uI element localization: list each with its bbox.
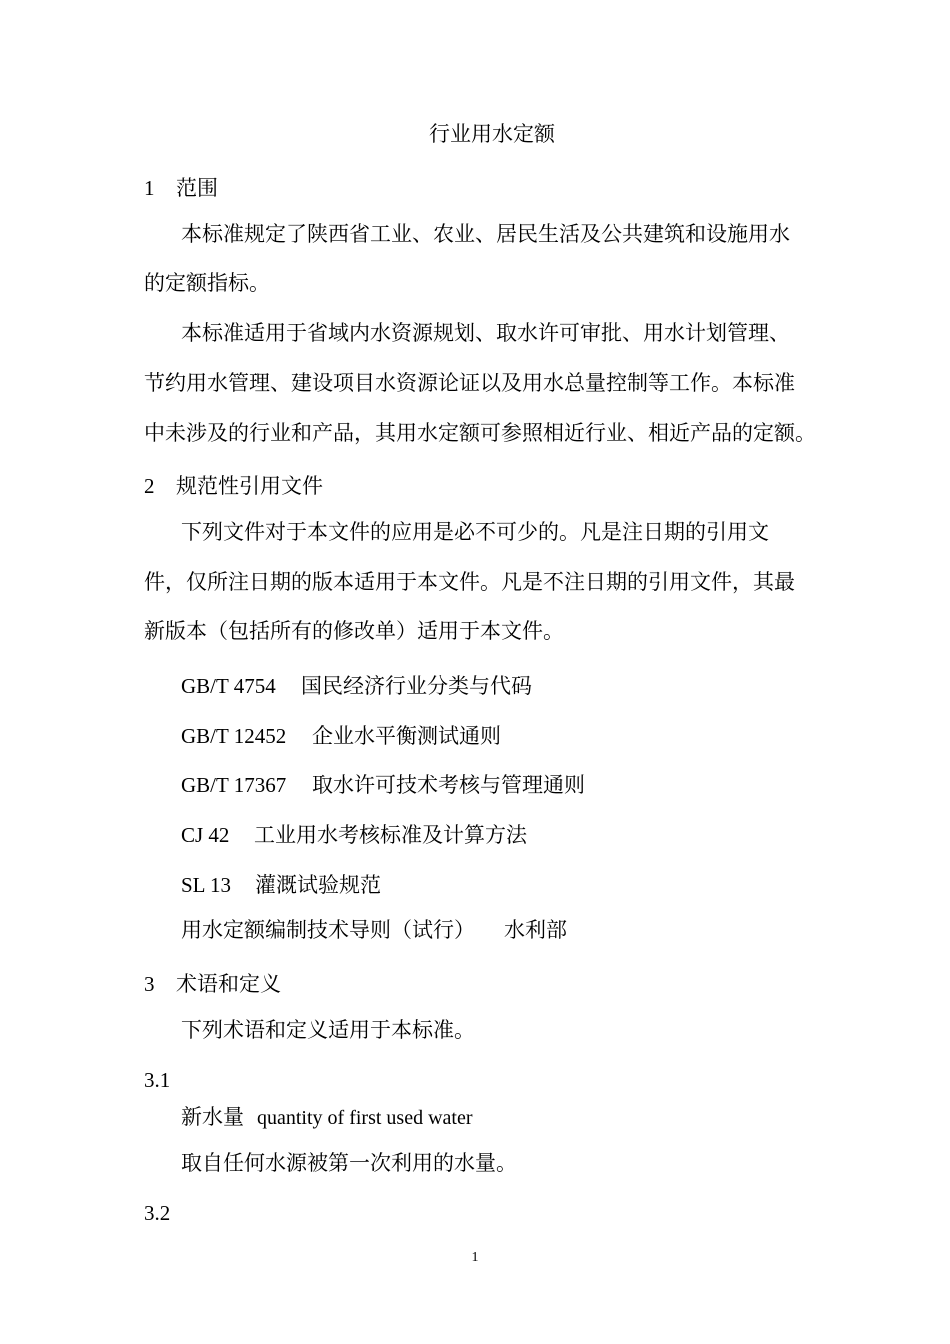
paragraph-line: 下列文件对于本文件的应用是必不可少的。凡是注日期的引用文 — [181, 520, 769, 544]
paragraph-line: 的定额指标。 — [144, 271, 270, 295]
reference-item — [181, 672, 532, 700]
paragraph-line: 中未涉及的行业和产品，其用水定额可参照相近行业、相近产品的定额。 — [144, 421, 816, 445]
reference-item — [181, 771, 585, 799]
paragraph-line: 新版本（包括所有的修改单）适用于本文件。 — [144, 619, 564, 643]
section-number: 2 — [144, 474, 155, 498]
document-title: 行业用水定额 — [429, 122, 555, 146]
term-definition: 取自任何水源被第一次利用的水量。 — [181, 1151, 517, 1175]
term-entry — [181, 1103, 473, 1132]
reference-name: 工业用水考核标准及计算方法 — [254, 823, 527, 847]
reference-name: 国民经济行业分类与代码 — [301, 674, 532, 698]
reference-item — [181, 916, 567, 944]
page-number: 1 — [471, 1250, 479, 1265]
paragraph-line: 节约用水管理、建设项目水资源论证以及用水总量控制等工作。本标准 — [144, 371, 795, 395]
paragraph-line: 本标准规定了陕西省工业、农业、居民生活及公共建筑和设施用水 — [181, 222, 790, 246]
reference-code: CJ 42 — [181, 823, 230, 847]
term-en: quantity of first used water — [257, 1107, 473, 1129]
paragraph-line: 件，仅所注日期的版本适用于本文件。凡是不注日期的引用文件，其最 — [144, 570, 795, 594]
section-2-heading — [144, 472, 323, 500]
reference-code: SL 13 — [181, 873, 231, 897]
reference-organization: 水利部 — [504, 918, 567, 942]
paragraph-line: 本标准适用于省域内水资源规划、取水许可审批、用水计划管理、 — [181, 321, 790, 345]
reference-item — [181, 871, 381, 899]
reference-code: GB/T 17367 — [181, 773, 287, 797]
reference-name: 企业水平衡测试通则 — [312, 724, 501, 748]
term-zh: 新水量 — [181, 1105, 244, 1129]
clause-number: 3.2 — [144, 1201, 171, 1225]
reference-code: GB/T 12452 — [181, 724, 287, 748]
reference-code: GB/T 4754 — [181, 674, 276, 698]
reference-name: 用水定额编制技术导则（试行） — [181, 918, 475, 942]
section-title: 范围 — [176, 176, 218, 200]
reference-name: 取水许可技术考核与管理通则 — [312, 773, 585, 797]
paragraph-line: 下列术语和定义适用于本标准。 — [181, 1018, 475, 1042]
section-1-heading — [144, 174, 218, 202]
reference-name: 灌溉试验规范 — [255, 873, 381, 897]
reference-item — [181, 821, 527, 849]
clause-number: 3.1 — [144, 1068, 171, 1092]
section-title: 术语和定义 — [176, 972, 281, 996]
section-title: 规范性引用文件 — [176, 474, 323, 498]
section-number: 3 — [144, 972, 155, 996]
section-number: 1 — [144, 176, 155, 200]
reference-item — [181, 722, 501, 750]
section-3-heading — [144, 970, 281, 998]
